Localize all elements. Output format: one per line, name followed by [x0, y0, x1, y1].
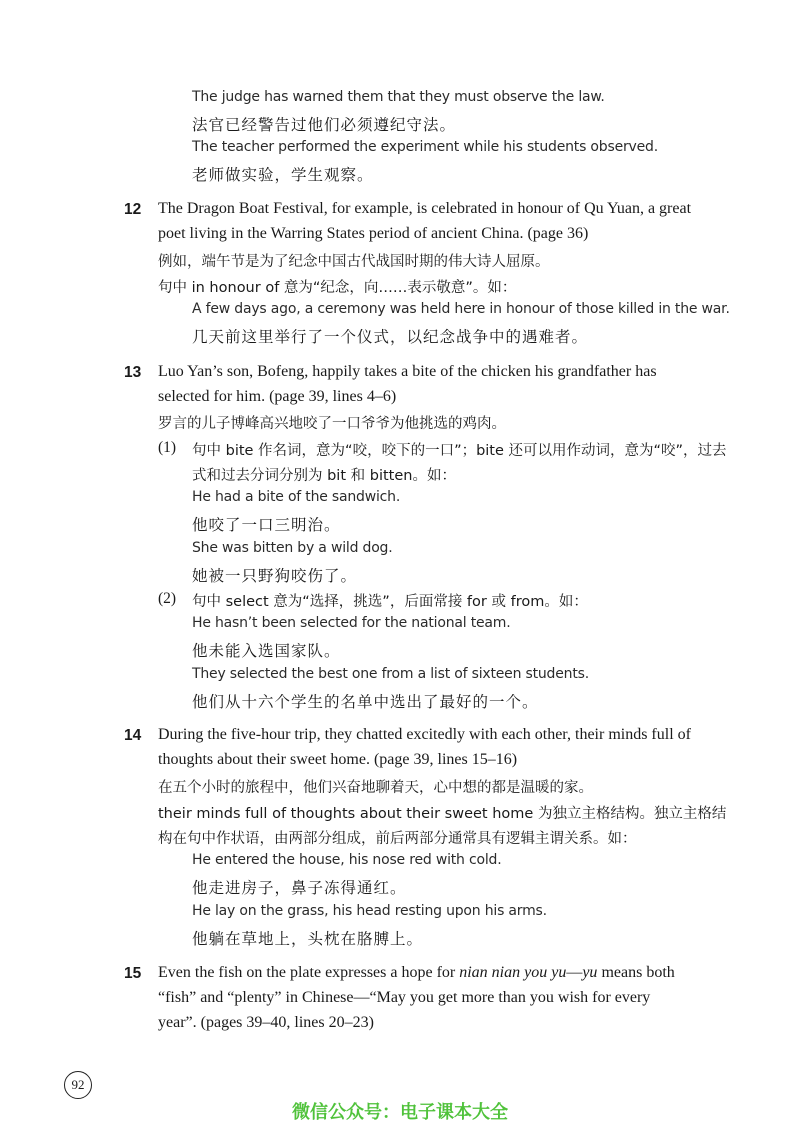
note-explanation: 构在句中作状语，由两部分组成，前后两部分通常具有逻辑主谓关系。如： [158, 831, 637, 847]
note-number: 13 [124, 364, 142, 381]
example-sentence: He hasn’t been selected for the national team. [192, 615, 511, 631]
pinyin-word: yu [582, 964, 598, 981]
example-sentence: A few days ago, a ceremony was held here in honour of those killed in the war. [192, 301, 730, 317]
note-text: During the five-hour trip, they chatted excitedly with each other, their minds full of [158, 726, 691, 743]
note-text: thoughts about their sweet home. (page 39, lines 15–16) [158, 751, 518, 768]
example-translation: 他们从十六个学生的名单中选出了最好的一个。 [192, 693, 539, 711]
note-text: selected for him. (page 39, lines 4–6) [158, 388, 397, 405]
note-explanation: 句中 bite 作名词，意为“咬，咬下的一口”；bite 还可以用作动词，意为“咬”，过去 [192, 443, 727, 459]
example-translation: 几天前这里举行了一个仪式，以纪念战争中的遇难者。 [192, 328, 589, 346]
example-translation: 他走进房子，鼻子冻得通红。 [192, 879, 407, 897]
note-explanation: 式和过去分词分别为 bit 和 bitten。如： [192, 468, 456, 484]
note-translation: 在五个小时的旅程中，他们兴奋地聊着天，心中想的都是温暖的家。 [158, 780, 593, 796]
example-translation: 老师做实验，学生观察。 [192, 166, 374, 184]
note-number: 14 [124, 727, 142, 744]
note-text-part: means both [597, 964, 675, 981]
example-translation: 她被一只野狗咬伤了。 [192, 567, 358, 585]
example-translation: 他未能入选国家队。 [192, 642, 341, 660]
example-sentence: The judge has warned them that they must observe the law. [192, 89, 605, 105]
subpoint-label: (1) [158, 439, 177, 456]
example-translation: 法官已经警告过他们必须遵纪守法。 [192, 116, 457, 134]
note-translation: 例如，端午节是为了纪念中国古代战国时期的伟大诗人屈原。 [158, 254, 550, 270]
example-sentence: He had a bite of the sandwich. [192, 489, 401, 505]
example-sentence: The teacher performed the experiment while his students observed. [192, 139, 658, 155]
note-explanation: 句中 select 意为“选择，挑选”，后面常接 for 或 from。如： [192, 594, 588, 610]
note-text: Luo Yan’s son, Bofeng, happily takes a bite of the chicken his grandfather has [158, 363, 657, 380]
note-translation: 罗言的儿子博峰高兴地咬了一口爷爷为他挑选的鸡肉。 [158, 416, 506, 432]
example-sentence: He lay on the grass, his head resting upon his arms. [192, 903, 547, 919]
note-text: poet living in the Warring States period of ancient China. (page 36) [158, 225, 589, 242]
example-sentence: They selected the best one from a list of sixteen students. [192, 666, 589, 682]
subpoint-label: (2) [158, 590, 177, 607]
example-translation: 他咬了一口三明治。 [192, 516, 341, 534]
note-text: “fish” and “plenty” in Chinese—“May you get more than you wish for every [158, 989, 651, 1006]
example-sentence: She was bitten by a wild dog. [192, 540, 393, 556]
example-sentence: He entered the house, his nose red with cold. [192, 852, 502, 868]
dash: — [566, 964, 583, 981]
note-number: 15 [124, 965, 142, 982]
note-text: The Dragon Boat Festival, for example, is celebrated in honour of Qu Yuan, a great [158, 200, 692, 217]
note-explanation: their minds full of thoughts about their sweet home 为独立主格结构。独立主格结 [158, 806, 727, 822]
footer-watermark: 微信公众号：电子课本大全 [292, 1102, 508, 1123]
page-number: 92 [64, 1071, 92, 1099]
note-text-part: Even the fish on the plate expresses a hope for [158, 964, 460, 981]
pinyin-phrase: nian nian you yu [459, 964, 567, 981]
note-explanation: 句中 in honour of 意为“纪念，向……表示敬意”。如： [158, 280, 517, 296]
note-number: 12 [124, 201, 142, 218]
note-text: year”. (pages 39–40, lines 20–23) [158, 1014, 374, 1031]
example-translation: 他躺在草地上，头枕在胳膊上。 [192, 930, 424, 948]
note-text [158, 964, 675, 982]
